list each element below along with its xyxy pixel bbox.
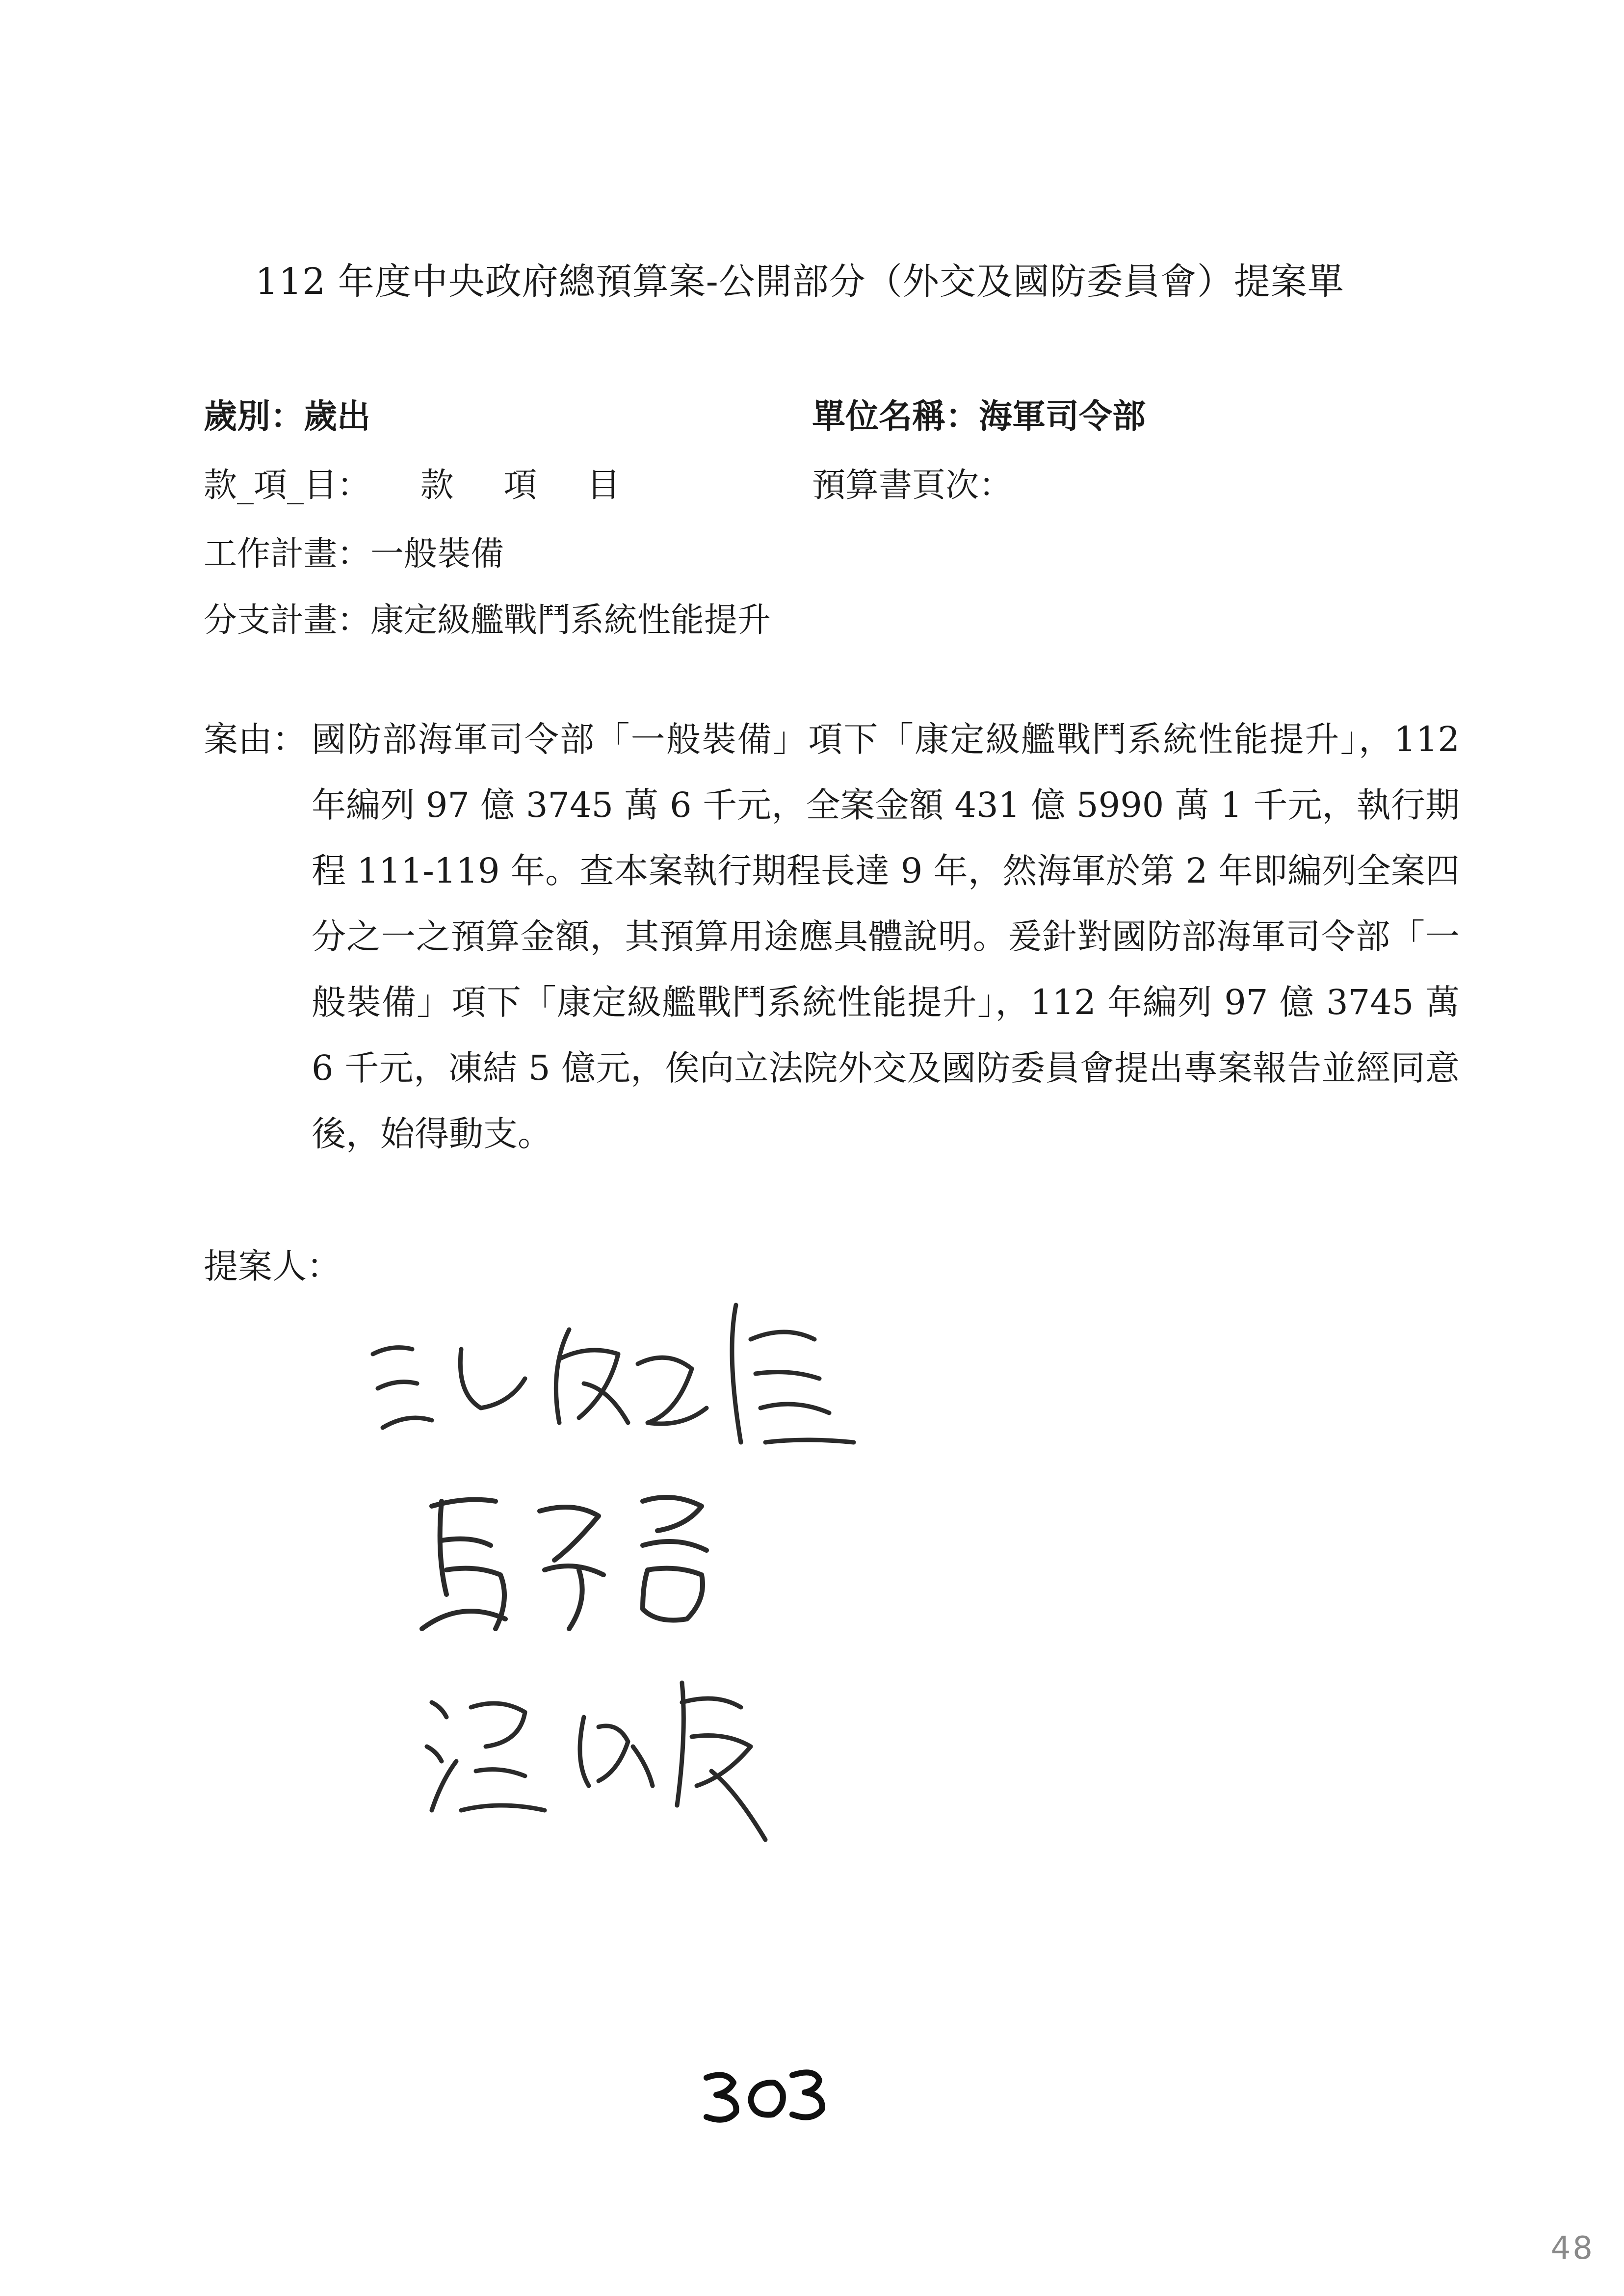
work-plan-label: 工作計畫： <box>204 535 371 574</box>
category-field <box>204 390 370 438</box>
signature-1 <box>363 1295 873 1472</box>
unit-field <box>812 390 1146 438</box>
unit-value: 海軍司令部 <box>979 397 1146 436</box>
budget-page-label: 預算書頁次： <box>812 466 1013 505</box>
unit-label: 單位名稱： <box>812 397 979 436</box>
reason-label: 案由： <box>204 719 307 759</box>
signature-3 <box>422 1663 785 1850</box>
handwritten-page-number <box>699 2063 827 2127</box>
sub-plan-label: 分支計畫： <box>204 601 371 640</box>
signature-2 <box>412 1472 765 1648</box>
kxm-field <box>204 459 659 506</box>
kxm-label: 款_項_目： <box>204 466 371 505</box>
corner-page-number: 48 <box>1550 2230 1595 2267</box>
budget-page-field <box>812 459 1012 506</box>
work-plan-field <box>204 527 504 575</box>
sub-plan-field <box>204 594 771 641</box>
category-label: 歲別： <box>204 397 304 436</box>
kxm-value-xiang: 項 <box>503 466 537 505</box>
page-title: 112 年度中央政府總預算案-公開部分（外交及國防委員會）提案單 <box>255 261 1344 303</box>
sub-plan-value: 康定級艦戰鬥系統性能提升 <box>370 601 771 640</box>
category-value: 歲出 <box>304 397 371 436</box>
reason-section <box>204 706 1460 1167</box>
kxm-values <box>420 466 659 505</box>
kxm-value-mu: 目 <box>586 466 620 505</box>
work-plan-value: 一般裝備 <box>370 535 504 574</box>
reason-text: 國防部海軍司令部「一般裝備」項下「康定級艦戰鬥系統性能提升」，112 年編列 97 億 3745 萬 6 千元，全案金額 431 億 5990 萬 1 千元，執行期程 111-119 年。查本案執行期程長達 9 年，然海軍於第 2 年即編列全案四分之一之預算金額，其預算用途應具體說明。爰針對國防部海軍司令部「一般裝備」項下「康定級艦戰鬥系統性能提升」，112 年編列 97 億 3745 萬 6 千元，凍結 5 億元，俟向立法院外交及國防委員會提出專案報告並經同意後，始得動支。 <box>312 719 1460 1154</box>
proposer-label: 提案人： <box>204 1246 341 1286</box>
kxm-value-kuan: 款 <box>420 466 454 505</box>
